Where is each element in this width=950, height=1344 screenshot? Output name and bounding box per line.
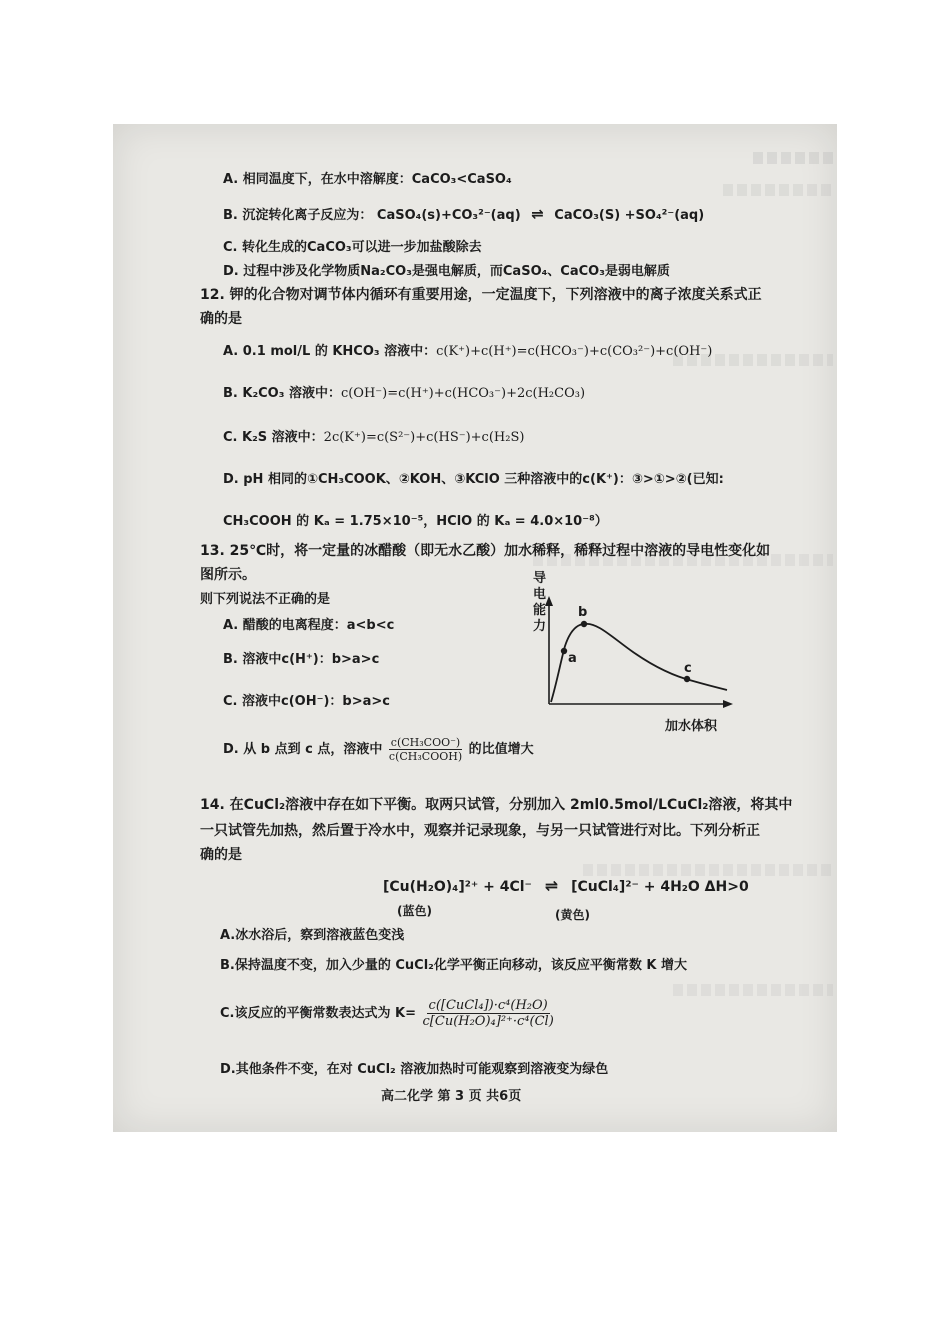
q12-stem-line2: 确的是: [200, 311, 242, 327]
q13-fraction-numerator: c(CH₃COO⁻): [390, 736, 461, 749]
graph-point-b-label: b: [578, 605, 588, 620]
graph-point-b: [581, 621, 587, 627]
q13-option-a: A. 醋酸的电离程度：a<b<c: [223, 618, 395, 633]
graph-point-a-label: a: [568, 651, 577, 666]
q13-option-c: C. 溶液中c(OH⁻)：b>a>c: [223, 694, 390, 709]
q13-stem-line1: 13. 25℃时，将一定量的冰醋酸（即无水乙酸）加水稀释，稀释过程中溶液的导电性变化如: [200, 543, 771, 559]
q14-equation-left: [Cu(H₂O)₄]²⁺ + 4Cl⁻: [383, 879, 532, 895]
conductivity-graph: [523, 564, 733, 744]
q12-option-c-label: C. K₂S 溶液中：: [223, 430, 324, 445]
q12-option-d-line1: D. pH 相同的①CH₃COOK、②KOH、③KClO 三种溶液中的c(K⁺)：③>①>②(已知:: [223, 472, 724, 487]
x-axis-arrow-icon: [723, 700, 733, 708]
q14-option-c-prefix: C.该反应的平衡常数表达式为 K=: [220, 1006, 416, 1021]
q11-option-b: [223, 204, 704, 223]
graph-point-c: [684, 676, 690, 682]
q12-option-c-expression: 2c(K⁺)=c(S²⁻)+c(HS⁻)+c(H₂S): [323, 430, 525, 445]
q14-option-a: A.冰水浴后，察到溶液蓝色变浅: [220, 928, 405, 943]
q13-option-d-prefix: D. 从 b 点到 c 点，溶液中: [223, 742, 383, 757]
q14-stem-line1: 14. 在CuCl₂溶液中存在如下平衡。取两只试管，分别加入 2ml0.5mol/LCuCl₂溶液，将其中: [200, 797, 793, 813]
q11-option-d: D. 过程中涉及化学物质Na₂CO₃是强电解质，而CaSO₄、CaCO₃是弱电解质: [223, 264, 670, 279]
q11-option-c: C. 转化生成的CaCO₃可以进一步加盐酸除去: [223, 240, 482, 255]
graph-point-c-label: c: [684, 661, 692, 676]
page-footer: 高二化学 第 3 页 共6页: [381, 1089, 522, 1104]
q13-fraction-denominator: c(CH₃COOH): [388, 750, 463, 763]
graph-ylabel-char: 能: [533, 603, 547, 618]
graph-ylabel-char: 力: [533, 619, 547, 634]
q13-stem-line3: 则下列说法不正确的是: [200, 592, 331, 607]
q14-left-color: (蓝色): [397, 904, 432, 918]
q14-stem-line2: 一只试管先加热，然后置于冷水中，观察并记录现象，与另一只试管进行对比。下列分析正: [200, 823, 760, 839]
q13-option-d: [223, 736, 534, 763]
q11-option-b-prefix: B. 沉淀转化离子反应为：: [223, 208, 373, 223]
q13-stem-line2: 图所示。: [200, 567, 256, 583]
q12-option-b-label: B. K₂CO₃ 溶液中：: [223, 386, 341, 401]
bleed-through-text: [723, 184, 833, 196]
q12-option-c: [223, 426, 524, 445]
q11-option-a: A. 相同温度下，在水中溶解度：CaCO₃<CaSO₄: [223, 172, 512, 187]
q14-option-b: B.保持温度不变，加入少量的 CuCl₂化学平衡正向移动，该反应平衡常数 K 增大: [220, 958, 687, 973]
graph-point-a: [561, 648, 567, 654]
q12-option-b-expression: c(OH⁻)=c(H⁺)+c(HCO₃⁻)+2c(H₂CO₃): [340, 386, 586, 401]
q13-option-d-suffix: 的比值增大: [468, 742, 534, 757]
bleed-through-text: [583, 864, 833, 876]
q14-stem-line3: 确的是: [200, 847, 242, 863]
exam-page: [113, 124, 837, 1132]
q13-option-b: B. 溶液中c(H⁺)：b>a>c: [223, 652, 380, 667]
q12-option-a-expression: c(K⁺)+c(H⁺)=c(HCO₃⁻)+c(CO₃²⁻)+c(OH⁻): [436, 344, 713, 359]
bleed-through-text: [753, 152, 833, 164]
equilibrium-arrow-icon: ⇌: [544, 876, 559, 895]
q12-option-a-label: A. 0.1 mol/L 的 KHCO₃ 溶液中：: [223, 344, 437, 359]
q14-option-c: [220, 998, 556, 1029]
q11-option-b-reactants: CaSO₄(s)+CO₃²⁻(aq): [376, 208, 521, 223]
q14-right-color: (黄色): [555, 908, 590, 922]
graph-ylabel-char: 电: [533, 587, 547, 602]
q14-option-d: D.其他条件不变，在对 CuCl₂ 溶液加热时可能观察到溶液变为绿色: [220, 1062, 609, 1077]
q14-equation-right: [CuCl₄]²⁻ + 4H₂O ΔH>0: [571, 879, 749, 895]
graph-ylabel-char: 导: [533, 571, 547, 586]
q12-option-d-line2: CH₃COOH 的 Kₐ = 1.75×10⁻⁵，HClO 的 Kₐ = 4.0×10⁻⁸）: [223, 514, 608, 529]
q11-option-b-products: CaCO₃(S) +SO₄²⁻(aq): [554, 208, 705, 223]
q12-stem-line1: 12. 钾的化合物对调节体内循环有重要用途，一定温度下，下列溶液中的离子浓度关系式正: [200, 287, 762, 303]
q13-option-d-fraction: [387, 736, 464, 763]
q14-option-c-fraction: [421, 998, 556, 1029]
q12-option-a: [223, 340, 712, 359]
conductivity-curve: [551, 624, 727, 702]
y-axis-arrow-icon: [545, 596, 553, 606]
q14-fraction-denominator: c[Cu(H₂O)₄]²⁺·c⁴(Cl): [422, 1014, 554, 1029]
q12-option-b: [223, 382, 585, 401]
equilibrium-arrow-icon: ⇌: [531, 205, 544, 223]
q14-equation: [383, 876, 749, 895]
bleed-through-text: [673, 984, 833, 996]
graph-xlabel: 加水体积: [665, 719, 718, 734]
q14-fraction-numerator: c([CuCl₄])·c⁴(H₂O): [428, 998, 548, 1013]
